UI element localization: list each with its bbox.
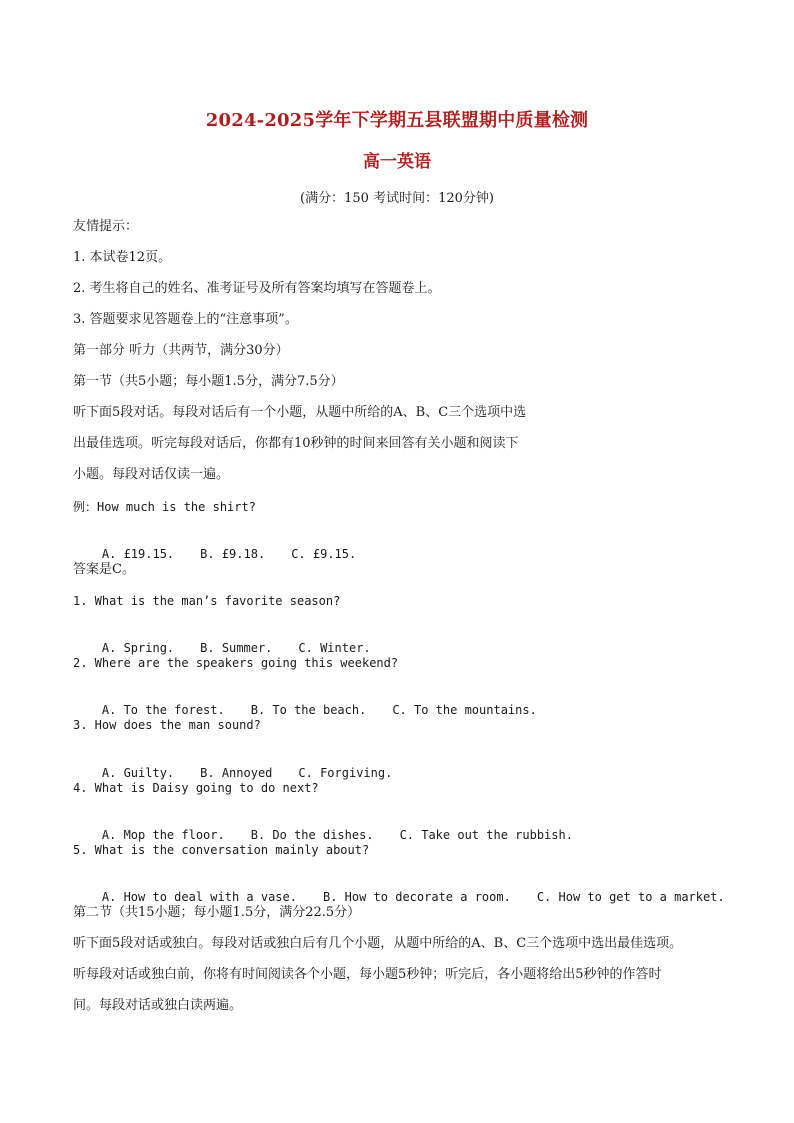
- section1-instruction: 听下面5段对话。每段对话后有一个小题，从题中所给的A、B、C三个选项中选: [73, 405, 527, 420]
- section1-heading: 第一节（共5小题；每小题1.5分，满分7.5分）: [73, 374, 344, 389]
- option-b: B. How to decorate a room.: [322, 890, 511, 904]
- option-b: B. To the beach.: [250, 703, 367, 717]
- option-a: A. Guilty.: [101, 766, 175, 780]
- question-2: 2. Where are the speakers going this weekend?: [73, 656, 399, 670]
- option-b: B. Summer.: [200, 641, 273, 655]
- section1-instruction: 出最佳选项。听完每段对话后，你都有10秒钟的时间来回答有关小题和阅读下: [73, 436, 519, 451]
- question-3: 3. How does the man sound?: [73, 718, 261, 732]
- option-c: C. £9.15.: [291, 547, 357, 561]
- option-c: C. Forgiving.: [298, 766, 393, 780]
- option-b: B. Do the dishes.: [250, 828, 374, 842]
- exam-title: 2024-2025学年下学期五县联盟期中质量检测: [205, 110, 589, 131]
- section1-instruction: 小题。每段对话仅读一遍。: [73, 467, 230, 482]
- tips-heading: 友情提示：: [73, 219, 139, 234]
- part1-heading: 第一部分 听力（共两节，满分30分）: [73, 343, 289, 358]
- option-a: A. To the forest.: [101, 703, 225, 717]
- tip-item: 1. 本试卷12页。: [73, 250, 172, 265]
- option-c: C. Take out the rubbish.: [399, 828, 573, 842]
- option-b: B. £9.18.: [200, 547, 266, 561]
- option-a: A. How to deal with a vase.: [101, 890, 297, 904]
- tip-item: 3. 答题要求见答题卷上的“注意事项”。: [73, 312, 298, 327]
- section2-instruction: 间。每段对话或独白读两遍。: [73, 998, 243, 1013]
- example-answer: 答案是C。: [73, 562, 135, 577]
- option-a: A. £19.15.: [101, 547, 175, 561]
- section2-instruction: 听下面5段对话或独白。每段对话或独白后有几个小题，从题中所给的A、B、C三个选项中选出最佳选项。: [73, 936, 683, 951]
- option-b: B. Annoyed: [200, 766, 273, 780]
- option-c: C. How to get to a market.: [536, 890, 725, 904]
- option-a: A. Spring.: [101, 641, 175, 655]
- section2-heading: 第二节（共15小题；每小题1.5分，满分22.5分）: [73, 905, 361, 920]
- exam-subtitle: 高一英语: [363, 152, 431, 172]
- option-c: C. To the mountains.: [392, 703, 537, 717]
- option-c: C. Winter.: [298, 641, 371, 655]
- section2-instruction: 听每段对话或独白前，你将有时间阅读各个小题，每小题5秒钟；听完后，各小题将给出5秒钟的作答时: [73, 967, 662, 982]
- question-4: 4. What is Daisy going to do next?: [73, 781, 319, 795]
- question-1: 1. What is the man’s favorite season?: [73, 594, 341, 608]
- example-question: 例：How much is the shirt?: [73, 500, 256, 514]
- question-5: 5. What is the conversation mainly about?: [73, 843, 370, 857]
- score-info: (满分：150 考试时间：120分钟): [300, 191, 494, 206]
- tip-item: 2. 考生将自己的姓名、准考证号及所有答案均填写在答题卷上。: [73, 281, 441, 296]
- option-a: A. Mop the floor.: [101, 828, 225, 842]
